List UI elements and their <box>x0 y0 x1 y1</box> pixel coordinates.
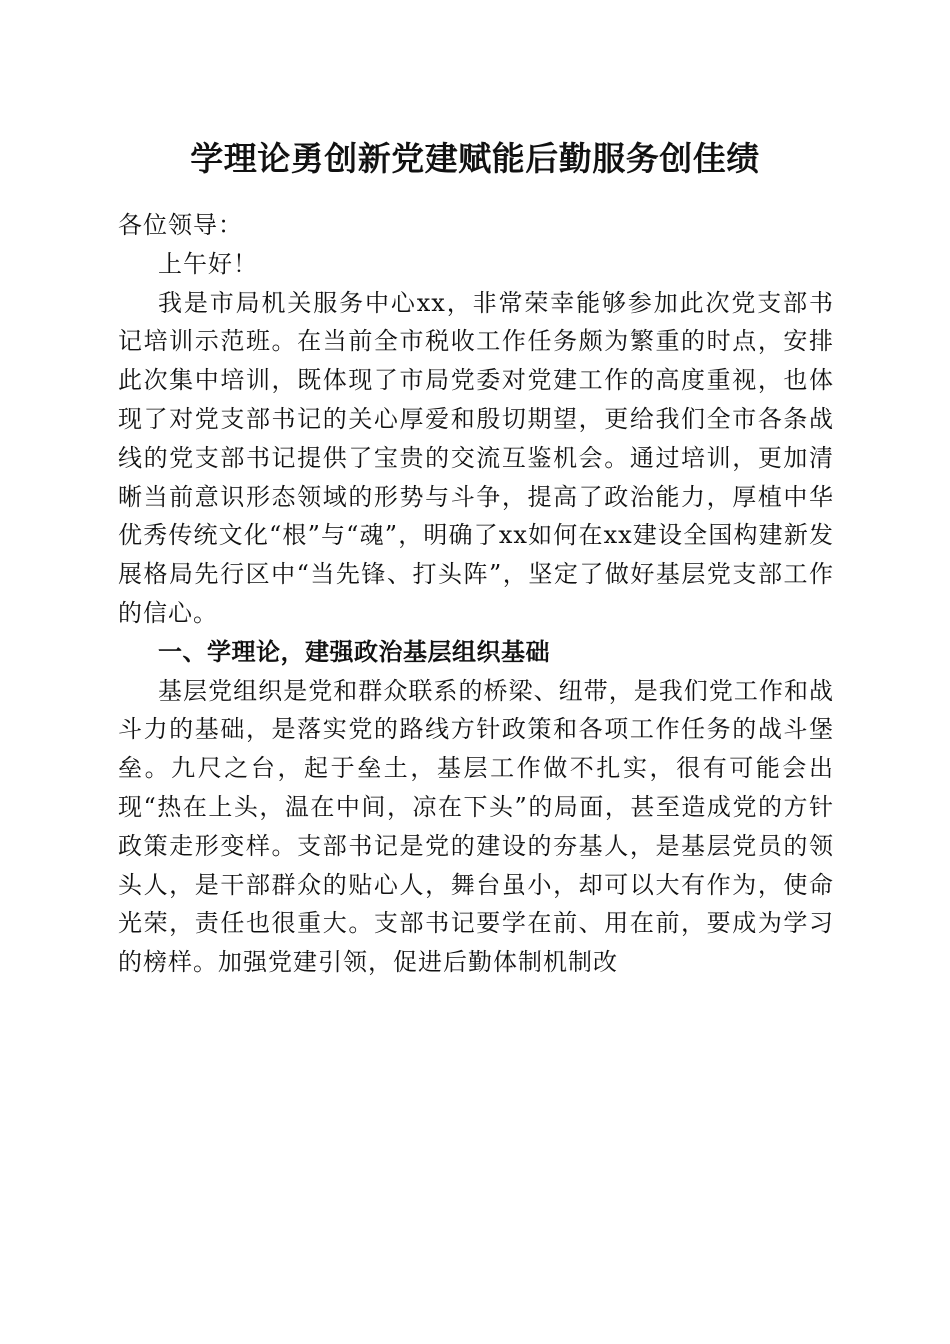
section-paragraph: 基层党组织是党和群众联系的桥梁、纽带，是我们党工作和战斗力的基础，是落实党的路线方针政策和各项工作任务的战斗堡垒。九尺之台，起于垒土，基层工作做不扎实，很有可能会出现“热在上头，温在中间，凉在下头”的局面，甚至造成党的方针政策走形变样。支部书记是党的建设的夯基人，是基层党员的领头人，是干部群众的贴心人，舞台虽小，却可以大有作为，使命光荣，责任也很重大。支部书记要学在前、用在前，要成为学习的榜样。加强党建引领，促进后勤体制机制改 <box>118 676 834 977</box>
section-heading: 一、学理论，建强政治基层组织基础 <box>158 637 550 666</box>
greeting: 上午好！ <box>158 249 258 278</box>
document-body <box>118 206 834 982</box>
document-title: 学理论勇创新党建赋能后勤服务创佳绩 <box>190 139 760 178</box>
intro-paragraph: 我是市局机关服务中心xx，非常荣幸能够参加此次党支部书记培训示范班。在当前全市税收工作任务颇为繁重的时点，安排此次集中培训，既体现了市局党委对党建工作的高度重视，也体现了对党支部书记的关心厚爱和殷切期望，更给我们全市各条战线的党支部书记提供了宝贵的交流互鉴机会。通过培训，更加清晰当前意识形态领域的形势与斗争，提高了政治能力，厚植中华优秀传统文化“根”与“魂”，明确了xx如何在xx建设全国构建新发展格局先行区中“当先锋、打头阵”，坚定了做好基层党支部工作的信心。 <box>118 288 834 627</box>
salutation: 各位领导： <box>118 211 243 239</box>
